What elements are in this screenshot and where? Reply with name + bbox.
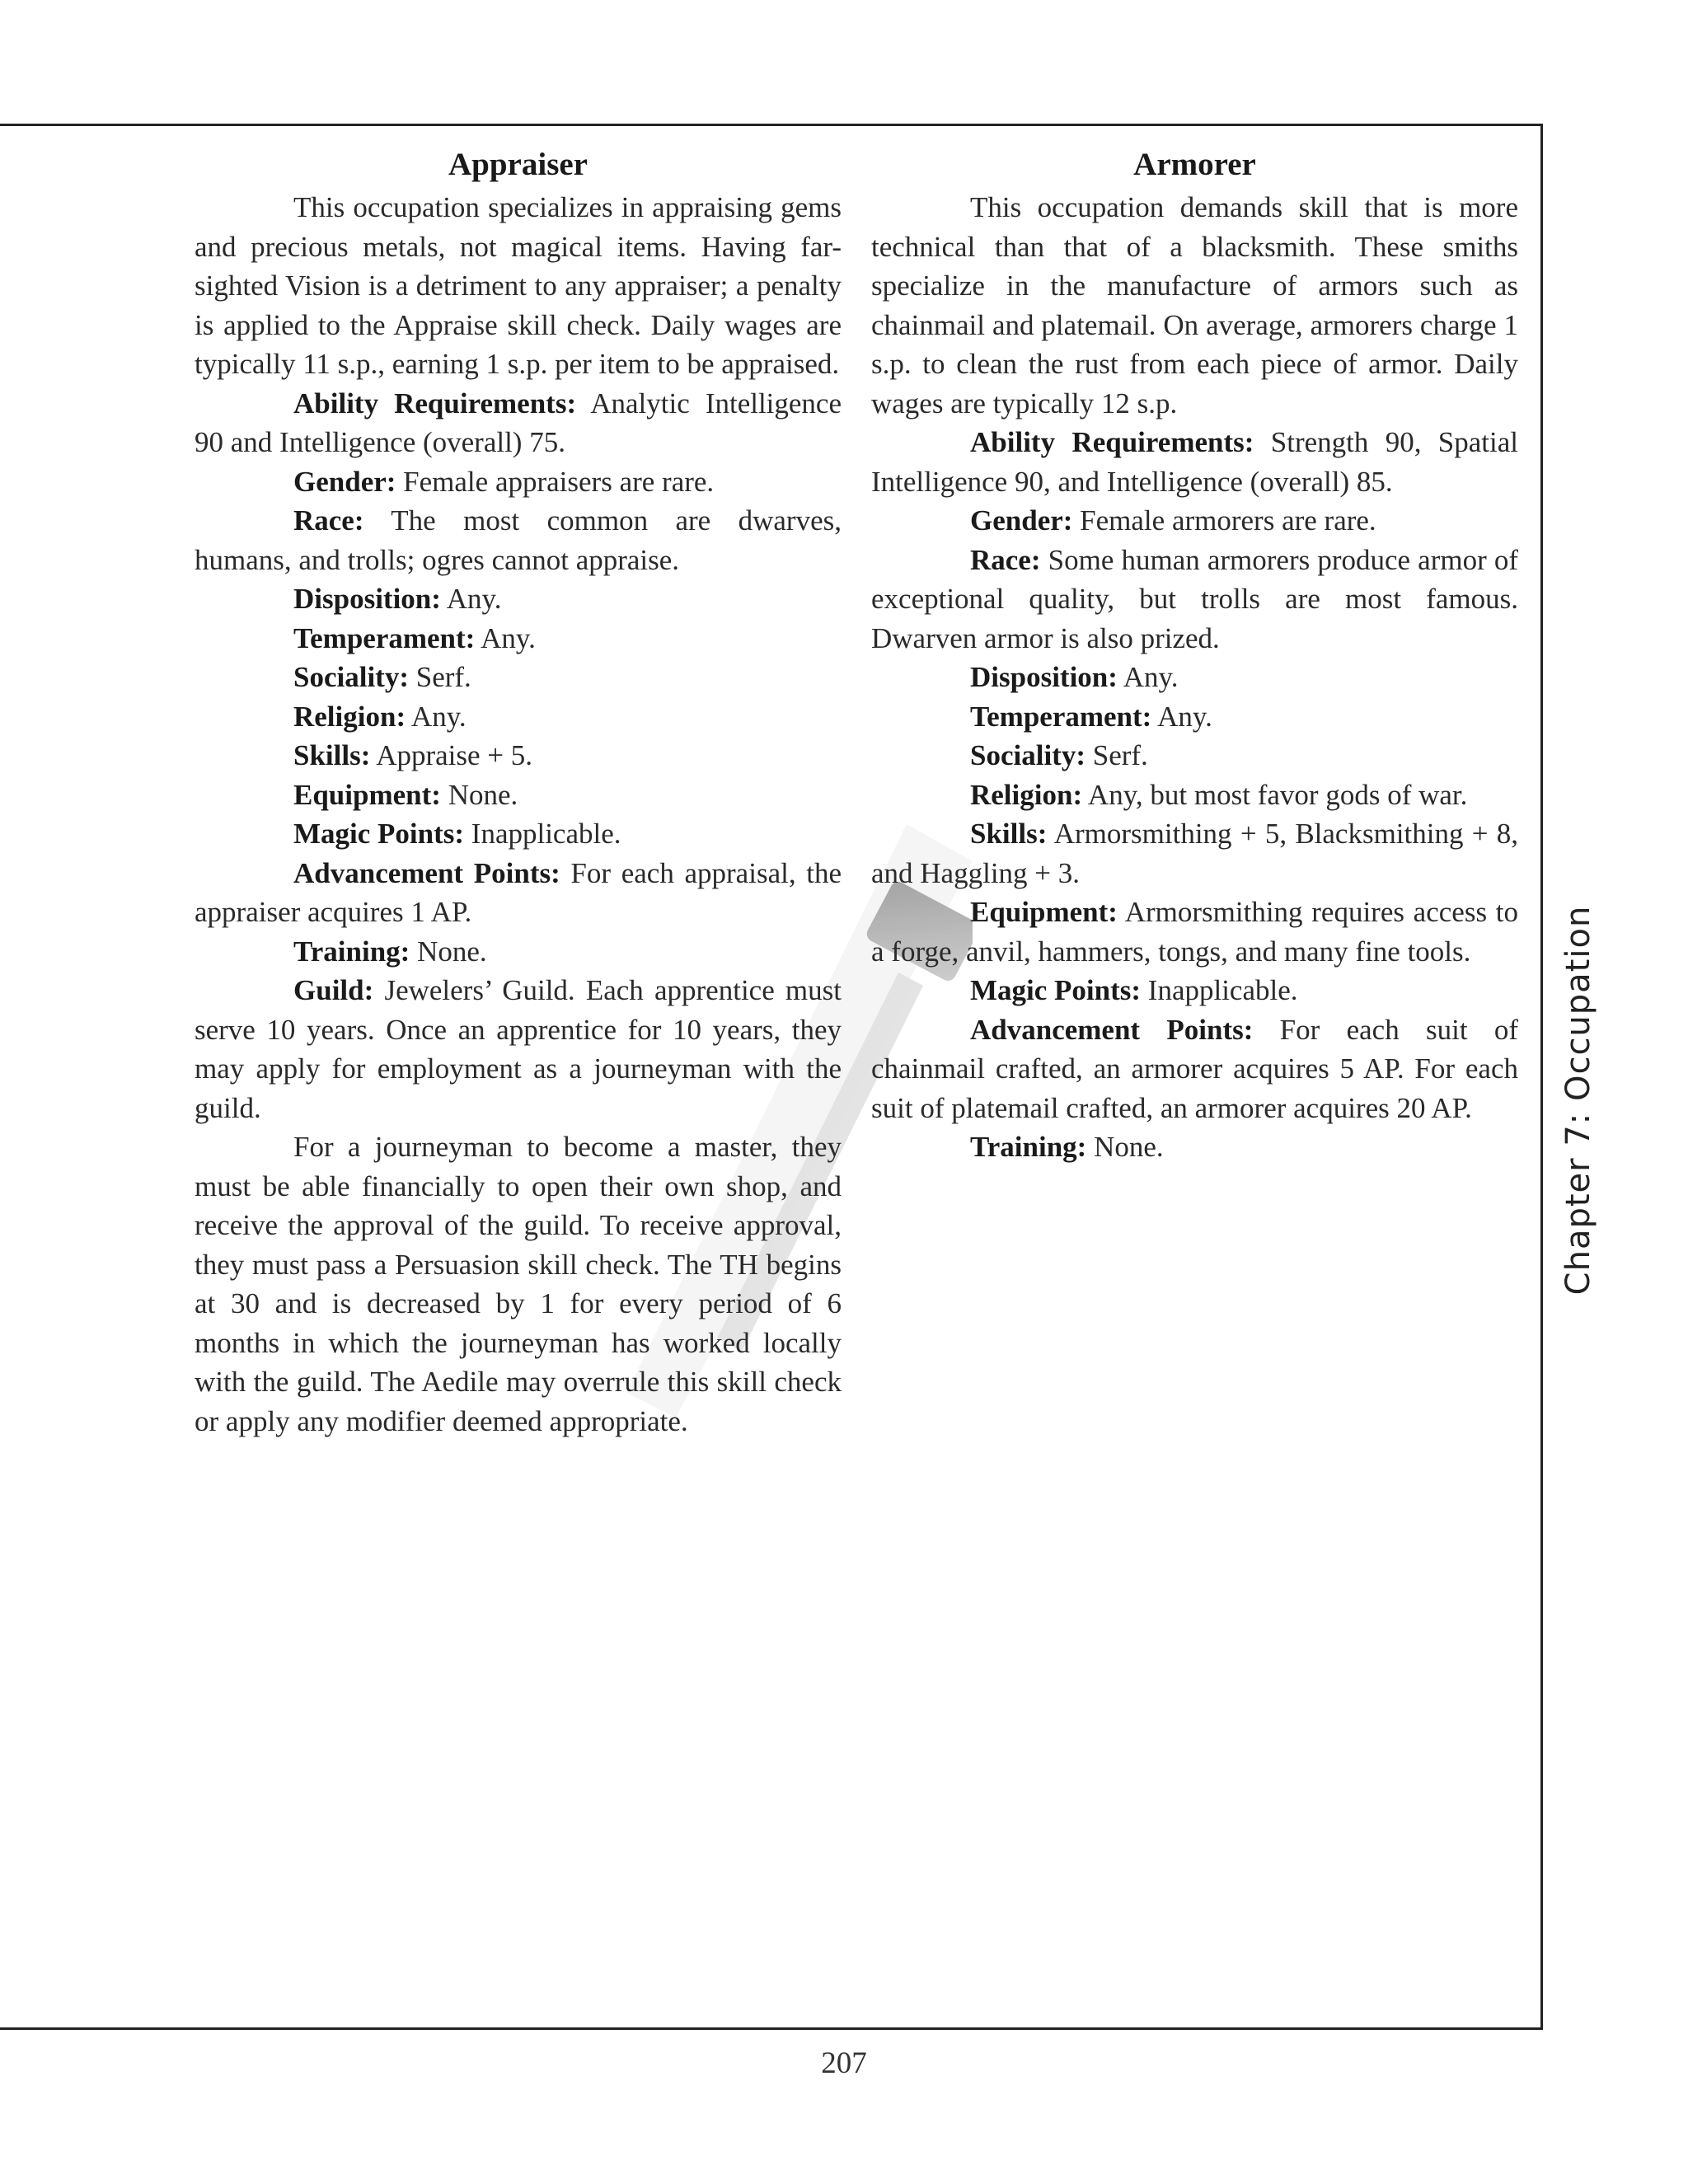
armorer-entry-text: Female armorers are rare. — [1072, 504, 1376, 537]
appraiser-entry — [195, 462, 842, 502]
armorer-entry — [871, 1127, 1518, 1167]
armorer-entry-text: Strength 90, Spatial Intelligence 90, and Intelligence (overall) 85. — [871, 426, 1518, 498]
armorer-entry — [871, 423, 1518, 501]
appraiser-entry-text: Any. — [475, 621, 536, 654]
armorer-entry-text: Armorsmithing requires access to a forge, anvil, hammers, tongs, and many fine tools. — [871, 896, 1518, 968]
armorer-entry-text: Any. — [1117, 661, 1179, 693]
page-frame-bottom-rule — [0, 2027, 1543, 2030]
appraiser-entry-label: Temperament: — [293, 621, 476, 654]
armorer-entry-text: Serf. — [1085, 739, 1148, 771]
armorer-entry-text: None. — [1086, 1131, 1164, 1163]
chapter-label-text: Chapter 7: Occupation — [1559, 905, 1597, 1296]
armorer-column — [871, 142, 1518, 1167]
armorer-entry-text: Any, but most favor gods of war. — [1082, 778, 1468, 811]
armorer-entry — [871, 736, 1518, 776]
armorer-entry — [871, 541, 1518, 658]
appraiser-entry-label: Sociality: — [293, 661, 409, 693]
armorer-entry — [871, 776, 1518, 815]
appraiser-entry — [195, 854, 842, 932]
appraiser-entry-text: For each appraisal, the appraiser acquires 1 AP. — [195, 856, 842, 928]
appraiser-entry — [195, 501, 842, 579]
appraiser-entry — [195, 932, 842, 972]
armorer-entry-label: Temperament: — [970, 700, 1152, 733]
armorer-entry-text: For each suit of chainmail crafted, an armorer acquires 5 AP. For each suit of platemail crafted, an armorer acquires 20 AP. — [871, 1013, 1519, 1124]
armorer-entry-label: Religion: — [970, 778, 1083, 811]
armorer-entry-label: Race: — [970, 543, 1041, 576]
armorer-entry-label: Disposition: — [970, 661, 1118, 693]
page-number: 207 — [821, 2046, 867, 2080]
appraiser-entry — [195, 971, 842, 1127]
page-frame-top-rule — [0, 124, 1543, 126]
appraiser-entry-label: Equipment: — [293, 778, 441, 811]
armorer-entry-label: Gender: — [970, 504, 1073, 537]
armorer-entry — [871, 501, 1518, 541]
armorer-entry — [871, 1010, 1518, 1128]
armorer-entry — [871, 971, 1518, 1010]
appraiser-entry — [195, 658, 842, 697]
armorer-entry-text: Any. — [1151, 700, 1212, 733]
armorer-entry-text: Inapplicable. — [1141, 974, 1298, 1006]
appraiser-entry-text: Analytic Intelligence 90 and Intelligence (overall) 75. — [195, 387, 842, 458]
armorer-entry — [871, 658, 1518, 697]
appraiser-entry-label: Ability Requirements: — [293, 387, 577, 419]
appraiser-entry-text: The most common are dwarves, humans, and trolls; ogres cannot appraise. — [195, 504, 842, 576]
appraiser-entry-label: Training: — [293, 935, 410, 968]
appraiser-entry-label: Disposition: — [293, 583, 441, 615]
appraiser-entry-text: Any. — [440, 583, 502, 615]
appraiser-entry-label: Race: — [293, 504, 364, 537]
appraiser-closing: For a journeyman to become a master, they must be able financially to open their own shop, and receive the approval of the guild. To receive approval, they must pass a Persuasion skill check. The TH begins at 30 and is decreased by 1 for every period of 6 months in which the journeyman has worked locally with the guild. The Aedile may overrule this skill check or apply any modifier deemed appropriate. — [195, 1131, 842, 1437]
appraiser-entry — [195, 384, 842, 462]
armorer-entry-label: Sociality: — [970, 739, 1085, 771]
armorer-entry — [871, 697, 1518, 737]
appraiser-entry-text: Inapplicable. — [464, 818, 621, 850]
appraiser-heading: Appraiser — [448, 147, 588, 182]
armorer-entry-text: Some human armorers produce armor of exceptional quality, but trolls are most famous. Dwarven armor is also prized. — [871, 543, 1518, 654]
armorer-entry — [871, 893, 1518, 971]
armorer-heading: Armorer — [1133, 147, 1256, 182]
appraiser-entry-label: Guild: — [293, 974, 374, 1006]
armorer-entry-label: Equipment: — [970, 896, 1118, 928]
appraiser-entry-text: Jewelers’ Guild. Each apprentice must serve 10 years. Once an apprentice for 10 years, they may apply for employment as a journeyman with the guild. — [195, 974, 842, 1124]
appraiser-entry-label: Religion: — [293, 700, 406, 733]
armorer-entry-label: Magic Points: — [970, 974, 1142, 1006]
appraiser-entry-text: Female appraisers are rare. — [396, 465, 715, 498]
appraiser-entries — [195, 384, 842, 1128]
appraiser-entry-text: Serf. — [408, 661, 471, 693]
appraiser-entry — [195, 619, 842, 658]
appraiser-entry-label: Gender: — [293, 465, 396, 498]
appraiser-entry — [195, 814, 842, 854]
appraiser-column — [195, 142, 842, 1441]
appraiser-intro: This occupation specializes in appraising gems and precious metals, not magical items. Having far-sighted Vision is a detriment to any appraiser; a penalty is applied to the Appraise skill check. Daily wages are typically 11 s.p., earning 1 s.p. per item to be appraised. — [195, 191, 842, 380]
appraiser-entry-text: Any. — [406, 700, 467, 733]
armorer-entry-label: Training: — [970, 1131, 1087, 1163]
appraiser-entry-label: Magic Points: — [293, 818, 465, 850]
appraiser-entry — [195, 776, 842, 815]
appraiser-entry — [195, 579, 842, 619]
armorer-entries — [871, 423, 1518, 1167]
appraiser-entry-label: Skills: — [293, 739, 371, 771]
chapter-side-label — [1541, 898, 1615, 1302]
appraiser-entry-text: None. — [440, 778, 518, 811]
armorer-entry-label: Ability Requirements: — [970, 426, 1254, 458]
appraiser-entry — [195, 697, 842, 737]
armorer-entry-label: Advancement Points: — [970, 1013, 1254, 1046]
appraiser-entry — [195, 736, 842, 776]
armorer-intro: This occupation demands skill that is more technical than that of a blacksmith. These smiths specialize in the manufacture of armors such as chainmail and platemail. On average, armorers charge 1 s.p. to clean the rust from each piece of armor. Daily wages are typically 12 s.p. — [871, 191, 1518, 419]
armorer-entry-text: Armorsmithing + 5, Blacksmithing + 8, and Haggling + 3. — [871, 818, 1518, 889]
appraiser-entry-text: Appraise + 5. — [370, 739, 533, 771]
appraiser-entry-label: Advancement Points: — [293, 856, 560, 889]
armorer-entry — [871, 814, 1518, 893]
armorer-entry-label: Skills: — [970, 818, 1048, 850]
appraiser-entry-text: None. — [410, 935, 487, 968]
